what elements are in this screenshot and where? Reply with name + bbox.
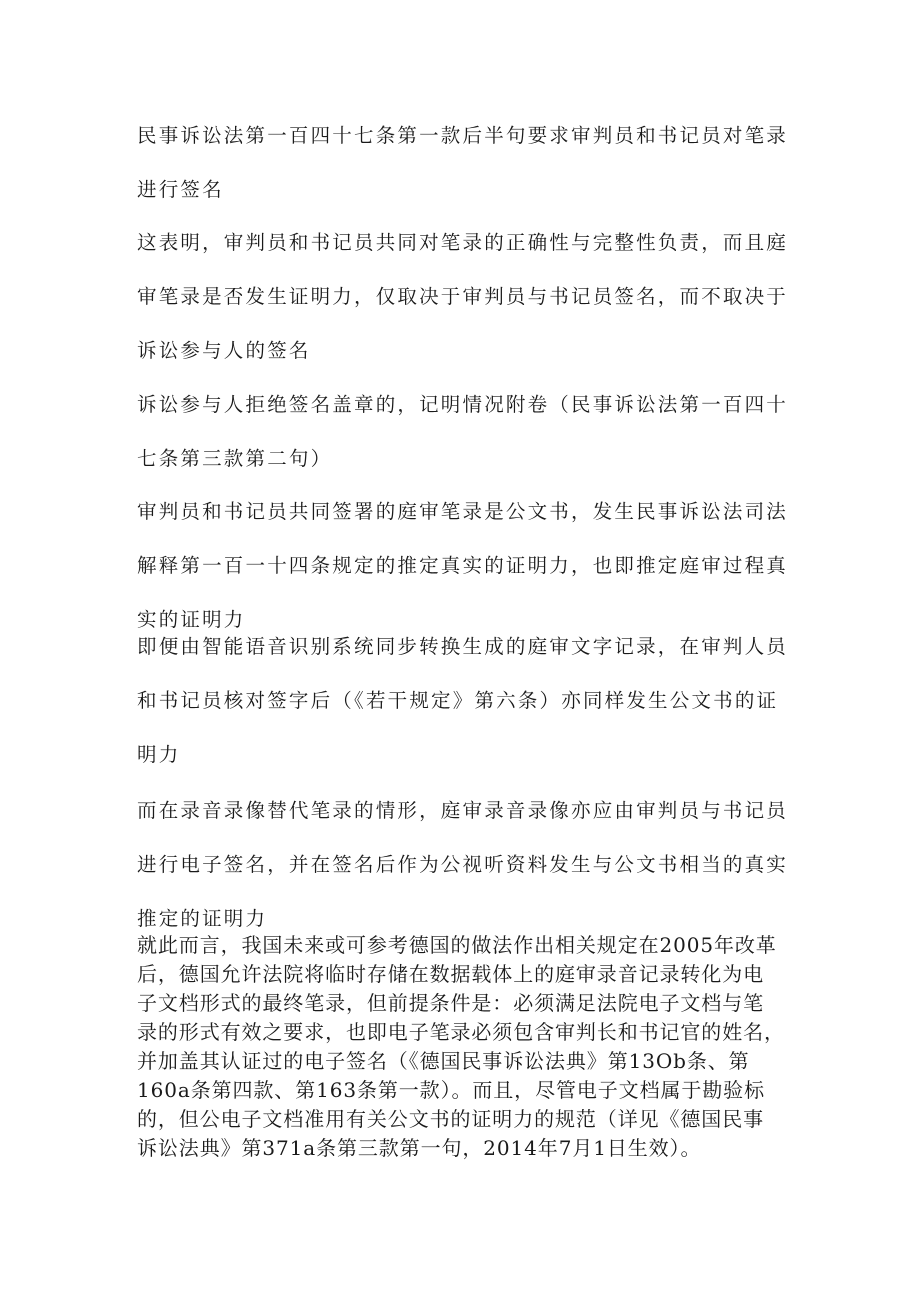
text-line: 而在录音录像替代笔录的情形，庭审录音录像亦应由审判员与书记员 — [137, 799, 789, 822]
paragraph-7 — [137, 931, 802, 1163]
paragraph-3 — [137, 378, 802, 486]
text-line: 七条第三款第二句） — [137, 447, 333, 470]
paragraph-2 — [137, 216, 802, 378]
text-line: 诉讼法典》第371a条第三款第一句，2014年7月1日生效）。 — [137, 1136, 702, 1160]
text-line: 并加盖其认证过的电子签名（《德国民事诉讼法典》第13Ob条、第 — [137, 1049, 750, 1073]
text-line: 子文档形式的最终笔录，但前提条件是：必须满足法院电子文档与笔 — [137, 991, 764, 1015]
text-line: 这表明，审判员和书记员共同对笔录的正确性与完整性负责，而且庭 — [137, 231, 789, 254]
text-line: 实的证明力 — [137, 608, 246, 631]
text-line: 民事诉讼法第一百四十七条第一款后半句要求审判员和书记员对笔录 — [137, 124, 789, 147]
text-line: 160a条第四款、第163条第一款）。而且，尽管电子文档属于勘验标 — [137, 1078, 765, 1102]
text-line: 就此而言，我国未来或可参考德国的做法作出相关规定在2005年改革 — [137, 933, 777, 957]
text-line: 审判员和书记员共同签署的庭审笔录是公文书，发生民事诉讼法司法 — [137, 500, 789, 523]
text-line: 进行电子签名，并在签名后作为公视听资料发生与公文书相当的真实 — [137, 853, 789, 876]
text-line: 和书记员核对签字后（《若干规定》第六条）亦同样发生公文书的证 — [137, 689, 779, 712]
text-line: 审笔录是否发生证明力，仅取决于审判员与书记员签名，而不取决于 — [137, 285, 789, 308]
text-line: 进行签名 — [137, 178, 224, 201]
text-line: 后，德国允许法院将临时存储在数据载体上的庭审录音记录转化为电 — [137, 962, 764, 986]
paragraph-6 — [137, 784, 802, 946]
text-line: 的，但公电子文档准用有关公文书的证明力的规范（详见《德国民事 — [137, 1107, 764, 1131]
text-line: 诉讼参与人的签名 — [137, 339, 311, 362]
text-line: 明力 — [137, 743, 181, 766]
paragraph-1 — [137, 109, 802, 217]
text-line: 录的形式有效之要求，也即电子笔录必须包含审判长和书记官的姓名， — [137, 1020, 785, 1044]
paragraph-5 — [137, 620, 802, 782]
text-line: 解释第一百一十四条规定的推定真实的证明力，也即推定庭审过程真 — [137, 554, 789, 577]
text-line: 推定的证明力 — [137, 907, 268, 930]
text-line: 诉讼参与人拒绝签名盖章的，记明情况附卷（民事诉讼法第一百四十 — [137, 393, 789, 416]
text-line: 即便由智能语音识别系统同步转换生成的庭审文字记录，在审判人员 — [137, 635, 789, 658]
